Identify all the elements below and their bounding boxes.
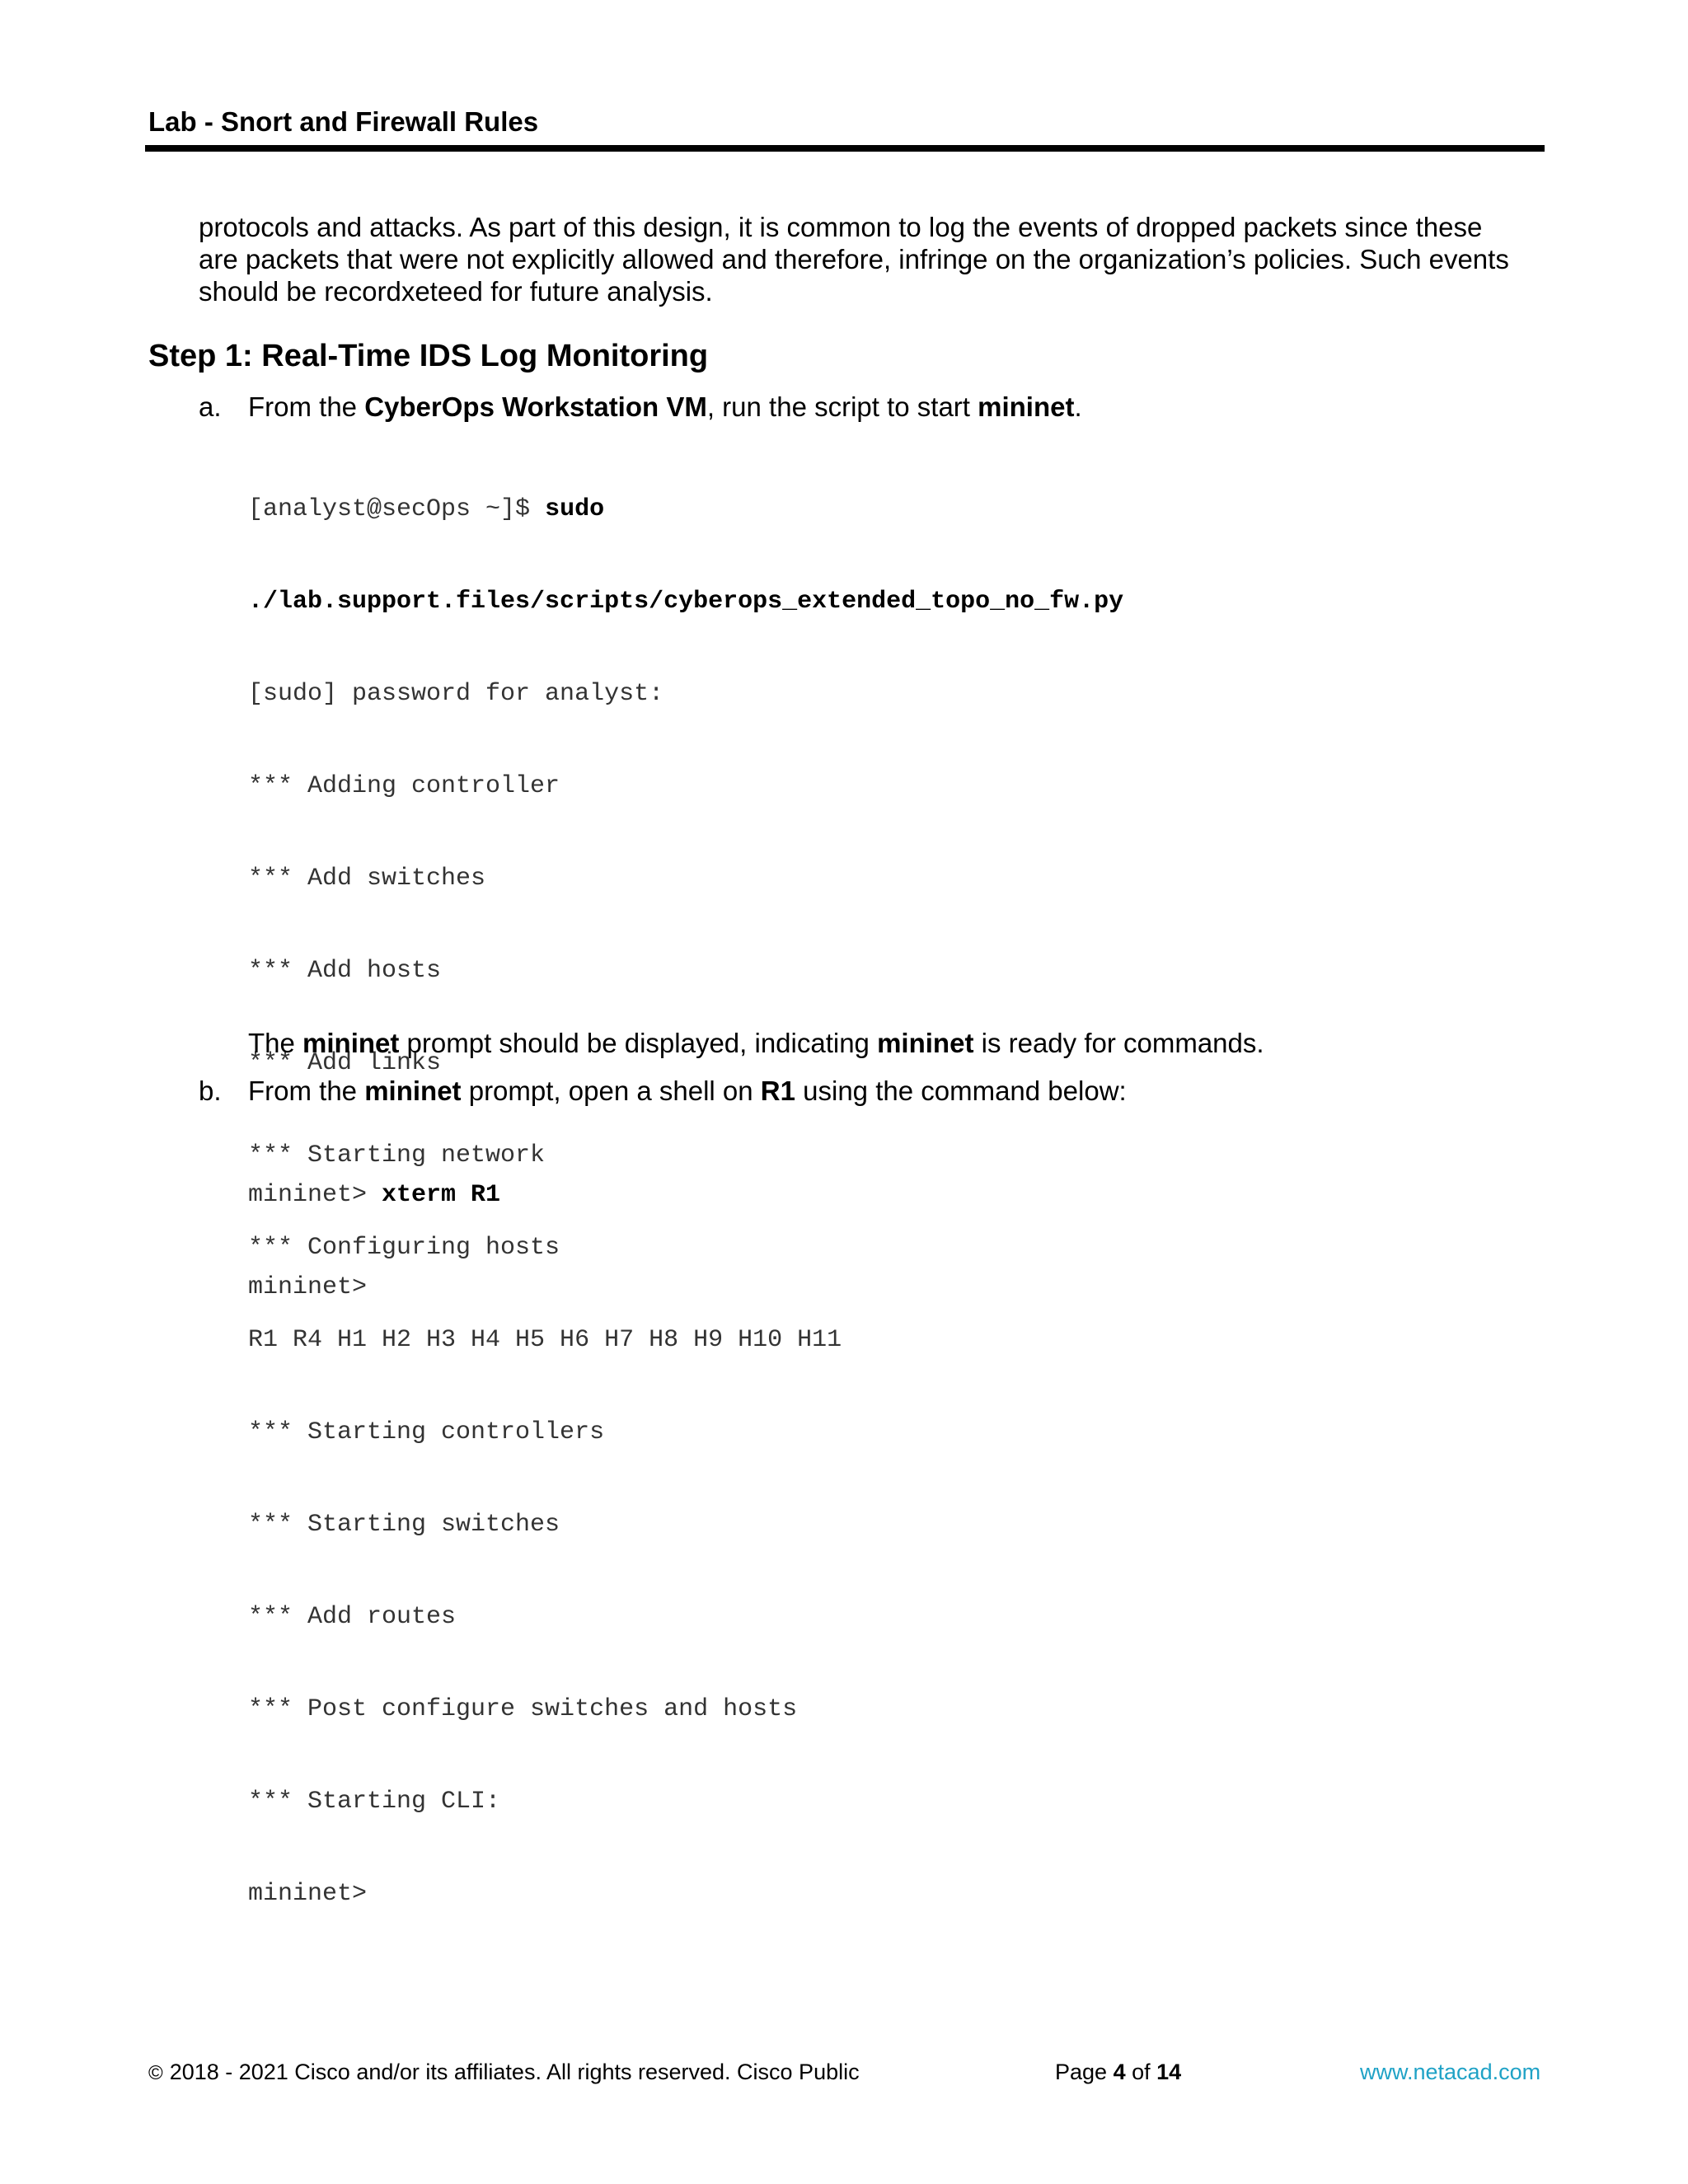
code-output-line: *** Configuring hosts — [248, 1234, 560, 1262]
code-output-line: *** Starting CLI: — [248, 1788, 501, 1816]
page-label: Page — [1055, 2060, 1114, 2084]
step-heading: Step 1: Real-Time IDS Log Monitoring — [148, 339, 709, 373]
intro-line: protocols and attacks. As part of this design, it is common to log the events of dropped packets since these — [199, 212, 1483, 242]
copyright-icon: © — [148, 2062, 163, 2084]
code-block-xterm — [248, 1121, 500, 1333]
code-line — [248, 1177, 500, 1213]
code-output-line: *** Add routes — [248, 1603, 457, 1631]
instruction-item-b — [199, 1073, 1127, 1109]
code-output-line: mininet> — [248, 1880, 368, 1908]
instruction-text: prompt, open a shell on — [461, 1076, 761, 1106]
code-line — [248, 491, 1123, 527]
instruction-bold: mininet — [364, 1076, 462, 1106]
note-bold: mininet — [877, 1028, 974, 1058]
page-total: 14 — [1156, 2060, 1182, 2084]
code-line — [248, 583, 1123, 620]
instruction-bold: R1 — [760, 1076, 795, 1106]
instruction-text: using the command below: — [795, 1076, 1127, 1106]
instruction-text: . — [1074, 391, 1082, 422]
instruction-bold: mininet — [978, 391, 1075, 422]
code-output-line: *** Starting network — [248, 1141, 546, 1169]
instruction-item-a — [199, 389, 1082, 425]
note-text: prompt should be displayed, indicating — [399, 1028, 878, 1058]
note-bold: mininet — [302, 1028, 400, 1058]
list-marker: b. — [199, 1076, 222, 1106]
intro-line: are packets that were not explicitly allowed and therefore, infringe on the organization’s policies. Such events — [199, 244, 1509, 274]
command-text: xterm R1 — [382, 1181, 501, 1209]
code-output-line: *** Add switches — [248, 865, 486, 893]
code-output-line: mininet> — [248, 1273, 368, 1301]
page-current: 4 — [1113, 2060, 1126, 2084]
code-output-line: *** Add hosts — [248, 957, 442, 985]
footer-website-link[interactable]: www.netacad.com — [1360, 2060, 1541, 2084]
intro-line: should be recordxeteed for future analysis. — [199, 276, 713, 307]
code-output-line: [sudo] password for analyst: — [248, 680, 664, 708]
footer-copyright — [148, 2057, 860, 2088]
instruction-text: From the — [248, 391, 365, 422]
copyright-text: 2018 - 2021 Cisco and/or its affiliates. All rights reserved. Cisco Public — [169, 2060, 860, 2084]
note-text: The — [248, 1028, 303, 1058]
shell-prompt: [analyst@secOps ~]$ — [248, 495, 546, 523]
code-output-line: *** Add links — [248, 1049, 442, 1077]
code-output-line: R1 R4 H1 H2 H3 H4 H5 H6 H7 H8 H9 H10 H11 — [248, 1326, 842, 1354]
note-text: is ready for commands. — [973, 1028, 1264, 1058]
intro-paragraph — [199, 211, 1550, 307]
code-output-line: *** Starting switches — [248, 1511, 560, 1539]
command-text: sudo — [545, 495, 605, 523]
header-divider — [145, 145, 1545, 152]
instruction-text: , run the script to start — [706, 391, 978, 422]
document-header-title: Lab - Snort and Firewall Rules — [148, 106, 539, 137]
instruction-bold: CyberOps Workstation VM — [364, 391, 707, 422]
code-output-line: *** Starting controllers — [248, 1418, 605, 1446]
page-of: of — [1125, 2060, 1157, 2084]
footer-page-number — [1055, 2057, 1181, 2087]
shell-prompt: mininet> — [248, 1181, 382, 1209]
note-mininet-ready — [248, 1025, 1264, 1062]
command-text: ./lab.support.files/scripts/cyberops_extended_topo_no_fw.py — [248, 588, 1124, 616]
instruction-text: From the — [248, 1076, 365, 1106]
list-marker: a. — [199, 391, 222, 422]
code-output-line: *** Post configure switches and hosts — [248, 1695, 798, 1723]
code-output-line: *** Adding controller — [248, 772, 560, 800]
